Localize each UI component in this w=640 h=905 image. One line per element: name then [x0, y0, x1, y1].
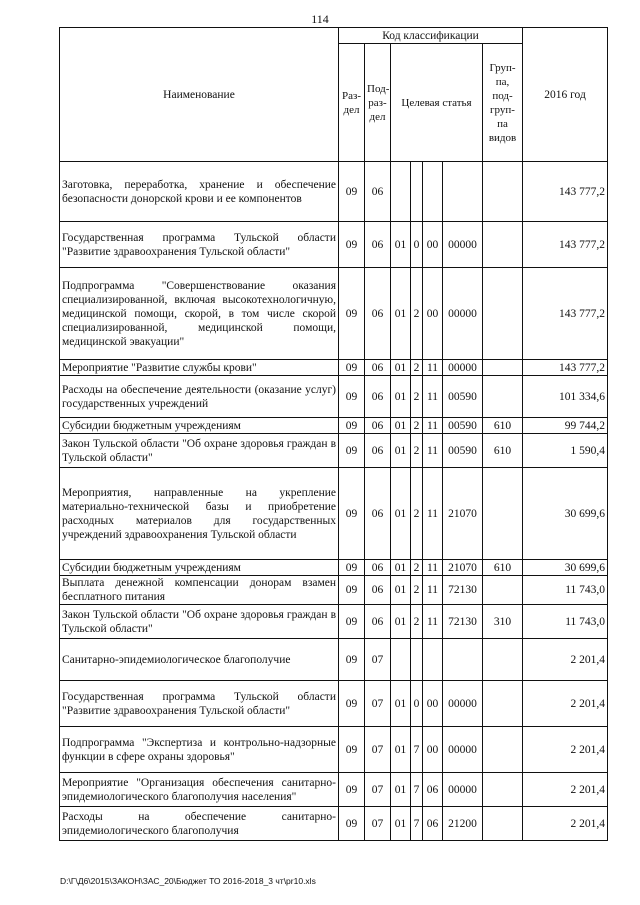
table-row	[60, 576, 608, 605]
table-row	[60, 222, 608, 268]
row-razdel: 09	[339, 560, 365, 576]
row-program: 01	[391, 727, 411, 773]
row-amount: 2 201,4	[523, 639, 608, 681]
row-name: Расходы на обеспечение деятельности (оказание услуг) государственных учреждений	[60, 376, 339, 418]
row-direction: 72130	[443, 576, 483, 605]
row-program: 01	[391, 560, 411, 576]
row-subprogram: 2	[411, 576, 423, 605]
row-name: Выплата денежной компенсации донорам взамен бесплатного питания	[60, 576, 339, 605]
row-direction: 00000	[443, 222, 483, 268]
row-podrazdel: 06	[365, 560, 391, 576]
row-program: 01	[391, 418, 411, 434]
row-name: Заготовка, переработка, хранение и обеспечение безопасности донорской крови и ее компонентов	[60, 162, 339, 222]
row-podrazdel: 06	[365, 576, 391, 605]
row-razdel: 09	[339, 360, 365, 376]
row-vid: 610	[483, 560, 523, 576]
row-amount: 2 201,4	[523, 727, 608, 773]
row-direction	[443, 162, 483, 222]
table-row	[60, 418, 608, 434]
row-name: Санитарно-эпидемиологическое благополучие	[60, 639, 339, 681]
row-amount: 2 201,4	[523, 773, 608, 807]
row-razdel: 09	[339, 376, 365, 418]
row-direction: 00590	[443, 434, 483, 468]
header-year: 2016 год	[523, 28, 608, 162]
row-razdel: 09	[339, 727, 365, 773]
row-podrazdel: 06	[365, 376, 391, 418]
row-podrazdel: 06	[365, 268, 391, 360]
row-vid	[483, 576, 523, 605]
row-amount: 99 744,2	[523, 418, 608, 434]
row-event: 06	[423, 773, 443, 807]
row-name: Мероприятия, направленные на укрепление материально-технической базы и приобретение расходных материалов для государственных учреждений здравоохранения Тульской области	[60, 468, 339, 560]
row-name: Подпрограмма "Экспертиза и контрольно-надзорные функции в сфере охраны здоровья"	[60, 727, 339, 773]
row-podrazdel: 06	[365, 434, 391, 468]
row-amount: 2 201,4	[523, 681, 608, 727]
row-razdel: 09	[339, 268, 365, 360]
row-podrazdel: 06	[365, 468, 391, 560]
header-vid: Груп-па, под-груп-па видов	[483, 44, 523, 162]
row-subprogram: 7	[411, 773, 423, 807]
row-podrazdel: 06	[365, 605, 391, 639]
row-program: 01	[391, 268, 411, 360]
row-program: 01	[391, 605, 411, 639]
row-event: 00	[423, 681, 443, 727]
row-subprogram: 2	[411, 434, 423, 468]
table-row	[60, 162, 608, 222]
row-direction: 21070	[443, 468, 483, 560]
row-event: 00	[423, 727, 443, 773]
row-vid: 610	[483, 418, 523, 434]
row-razdel: 09	[339, 418, 365, 434]
row-event: 11	[423, 418, 443, 434]
row-event: 00	[423, 222, 443, 268]
row-podrazdel: 06	[365, 222, 391, 268]
table-row	[60, 807, 608, 841]
row-name: Закон Тульской области "Об охране здоровья граждан в Тульской области"	[60, 605, 339, 639]
row-subprogram: 2	[411, 268, 423, 360]
header-name: Наименование	[60, 28, 339, 162]
row-amount: 143 777,2	[523, 162, 608, 222]
row-event: 11	[423, 576, 443, 605]
row-program: 01	[391, 576, 411, 605]
table-row	[60, 639, 608, 681]
budget-table	[59, 27, 608, 841]
row-event	[423, 639, 443, 681]
row-direction: 00000	[443, 681, 483, 727]
header-razdel: Раз-дел	[339, 44, 365, 162]
row-vid: 610	[483, 434, 523, 468]
row-event: 11	[423, 360, 443, 376]
row-podrazdel: 07	[365, 681, 391, 727]
row-podrazdel: 07	[365, 639, 391, 681]
row-podrazdel: 06	[365, 162, 391, 222]
row-razdel: 09	[339, 605, 365, 639]
row-vid: 310	[483, 605, 523, 639]
table-row	[60, 434, 608, 468]
row-event: 11	[423, 605, 443, 639]
row-razdel: 09	[339, 222, 365, 268]
row-name: Государственная программа Тульской области "Развитие здравоохранения Тульской области"	[60, 222, 339, 268]
row-vid	[483, 468, 523, 560]
page-number: 114	[311, 12, 329, 26]
row-event: 06	[423, 807, 443, 841]
row-name: Субсидии бюджетным учреждениям	[60, 560, 339, 576]
row-subprogram: 2	[411, 360, 423, 376]
row-vid	[483, 360, 523, 376]
row-name: Закон Тульской области "Об охране здоровья граждан в Тульской области"	[60, 434, 339, 468]
row-amount: 11 743,0	[523, 576, 608, 605]
row-subprogram	[411, 639, 423, 681]
row-subprogram: 0	[411, 681, 423, 727]
table-row	[60, 468, 608, 560]
row-direction: 21070	[443, 560, 483, 576]
row-event: 11	[423, 560, 443, 576]
header-target: Целевая статья	[391, 44, 483, 162]
row-direction	[443, 639, 483, 681]
row-direction: 72130	[443, 605, 483, 639]
table-row	[60, 360, 608, 376]
row-direction: 00000	[443, 773, 483, 807]
row-program	[391, 162, 411, 222]
row-subprogram: 2	[411, 560, 423, 576]
row-name: Государственная программа Тульской области "Развитие здравоохранения Тульской области"	[60, 681, 339, 727]
row-subprogram: 2	[411, 468, 423, 560]
row-amount: 30 699,6	[523, 560, 608, 576]
row-subprogram: 7	[411, 807, 423, 841]
row-amount: 101 334,6	[523, 376, 608, 418]
table-row	[60, 376, 608, 418]
table-row	[60, 681, 608, 727]
row-podrazdel: 07	[365, 727, 391, 773]
row-razdel: 09	[339, 807, 365, 841]
table-row	[60, 605, 608, 639]
row-podrazdel: 06	[365, 360, 391, 376]
header-podrazdel: Под-раз-дел	[365, 44, 391, 162]
row-amount: 2 201,4	[523, 807, 608, 841]
row-event	[423, 162, 443, 222]
row-program	[391, 639, 411, 681]
row-subprogram: 0	[411, 222, 423, 268]
row-direction: 00590	[443, 418, 483, 434]
table-row	[60, 560, 608, 576]
row-amount: 143 777,2	[523, 268, 608, 360]
row-program: 01	[391, 807, 411, 841]
row-program: 01	[391, 222, 411, 268]
row-razdel: 09	[339, 576, 365, 605]
table-row	[60, 773, 608, 807]
row-program: 01	[391, 360, 411, 376]
row-razdel: 09	[339, 162, 365, 222]
row-subprogram: 2	[411, 605, 423, 639]
row-podrazdel: 07	[365, 773, 391, 807]
row-amount: 11 743,0	[523, 605, 608, 639]
row-vid	[483, 268, 523, 360]
file-path-footer: D:\Г\Д6\2015\ЗАКОН\ЗАС_20\Бюджет ТО 2016-2018_3 чт\pr10.xls	[60, 876, 316, 886]
row-razdel: 09	[339, 639, 365, 681]
row-event: 00	[423, 268, 443, 360]
row-program: 01	[391, 468, 411, 560]
row-subprogram	[411, 162, 423, 222]
row-vid	[483, 773, 523, 807]
row-subprogram: 7	[411, 727, 423, 773]
row-subprogram: 2	[411, 376, 423, 418]
row-podrazdel: 07	[365, 807, 391, 841]
row-razdel: 09	[339, 773, 365, 807]
row-direction: 00000	[443, 360, 483, 376]
row-direction: 00590	[443, 376, 483, 418]
row-program: 01	[391, 434, 411, 468]
row-razdel: 09	[339, 434, 365, 468]
row-vid	[483, 727, 523, 773]
row-event: 11	[423, 468, 443, 560]
row-vid	[483, 162, 523, 222]
row-amount: 30 699,6	[523, 468, 608, 560]
row-event: 11	[423, 376, 443, 418]
row-podrazdel: 06	[365, 418, 391, 434]
header-code: Код классификации	[339, 28, 523, 44]
row-event: 11	[423, 434, 443, 468]
row-direction: 00000	[443, 727, 483, 773]
row-amount: 1 590,4	[523, 434, 608, 468]
row-name: Подпрограмма "Совершенствование оказания специализированной, включая высокотехнологичную, медицинской помощи, скорой, в том числе скорой специализированной, медицинской помощи, медицинской эвакуации"	[60, 268, 339, 360]
row-program: 01	[391, 773, 411, 807]
row-name: Расходы на обеспечение санитарно-эпидемиологического благополучия	[60, 807, 339, 841]
row-program: 01	[391, 376, 411, 418]
row-razdel: 09	[339, 468, 365, 560]
row-vid	[483, 807, 523, 841]
table-row	[60, 727, 608, 773]
row-name: Субсидии бюджетным учреждениям	[60, 418, 339, 434]
row-razdel: 09	[339, 681, 365, 727]
row-direction: 00000	[443, 268, 483, 360]
row-amount: 143 777,2	[523, 222, 608, 268]
row-direction: 21200	[443, 807, 483, 841]
table-row	[60, 268, 608, 360]
row-name: Мероприятие "Развитие службы крови"	[60, 360, 339, 376]
row-vid	[483, 681, 523, 727]
row-vid	[483, 222, 523, 268]
row-name: Мероприятие "Организация обеспечения санитарно-эпидемиологического благополучия населения"	[60, 773, 339, 807]
row-amount: 143 777,2	[523, 360, 608, 376]
row-vid	[483, 639, 523, 681]
row-program: 01	[391, 681, 411, 727]
row-subprogram: 2	[411, 418, 423, 434]
row-vid	[483, 376, 523, 418]
